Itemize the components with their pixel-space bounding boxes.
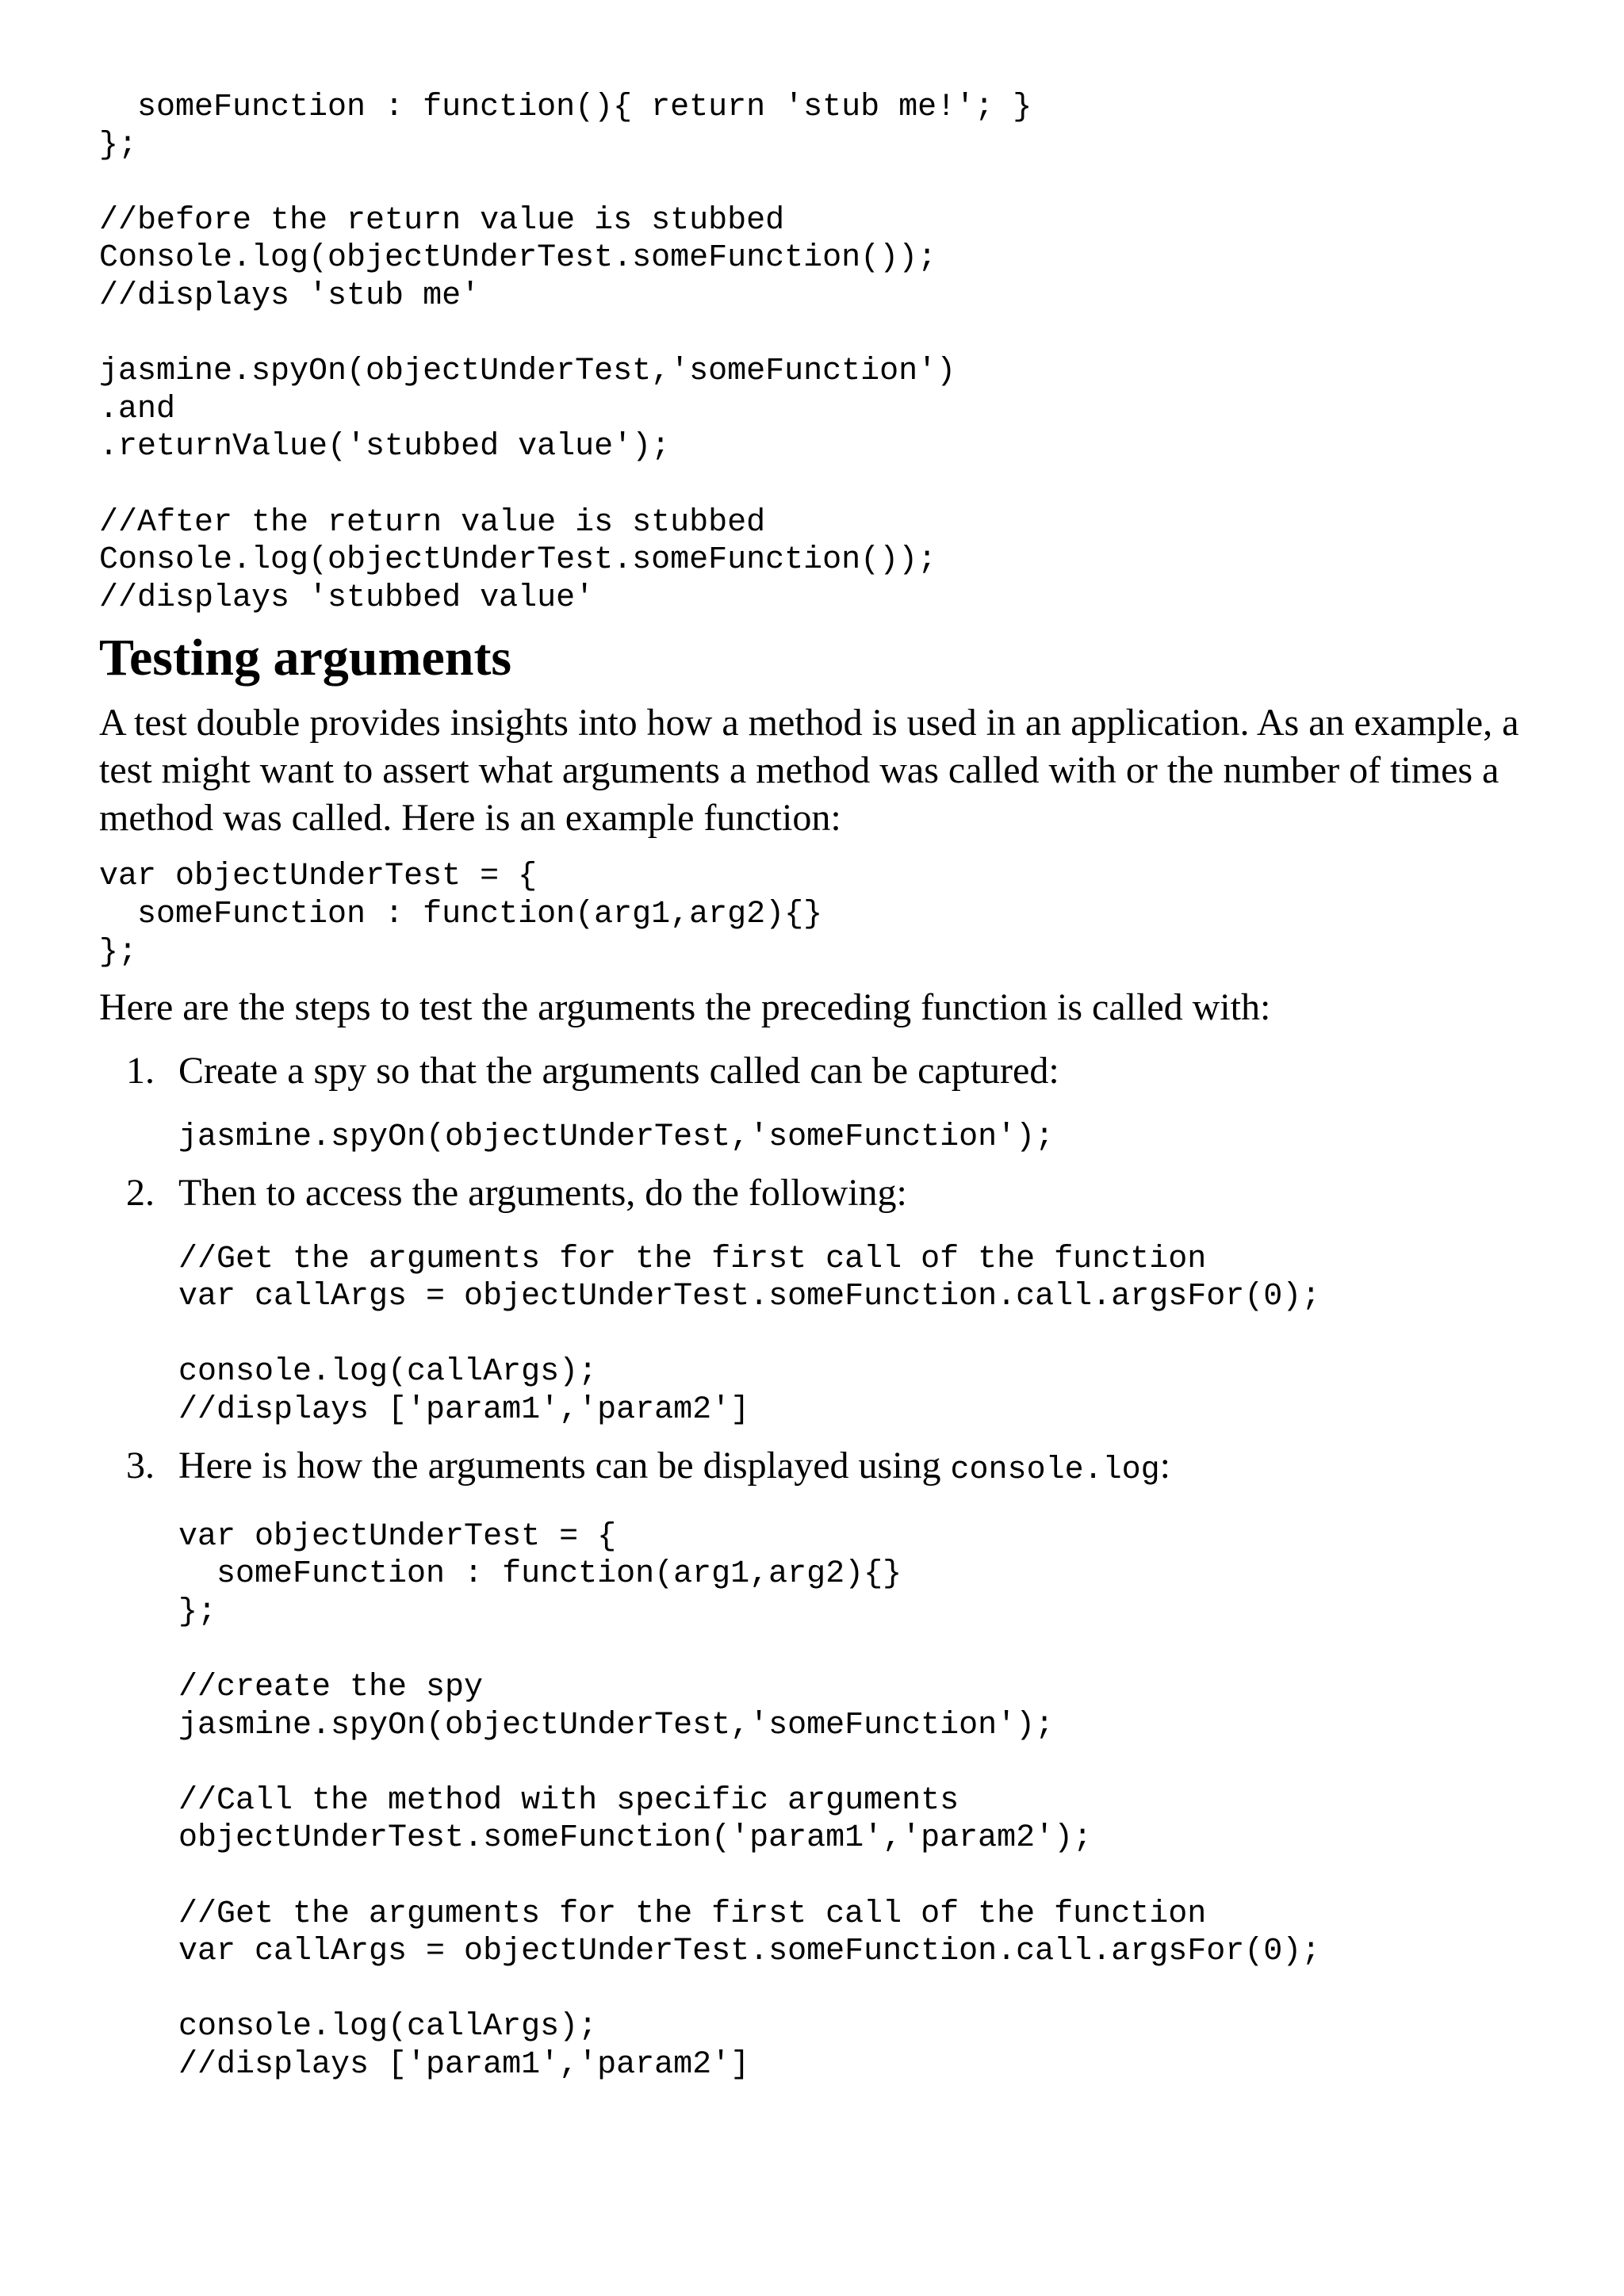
inline-code: console.log: [950, 1452, 1160, 1488]
step-text: Create a spy so that the arguments called can be captured:: [178, 1050, 1059, 1093]
step-code-block: //Get the arguments for the first call of the function var callArgs = objectUnderTest.someFunction.call.argsFor(0); console.log(callArgs); //displays ['param1','param2']: [178, 1241, 1321, 1429]
steps-intro-paragraph: Here are the steps to test the arguments the preceding function is called with:: [99, 986, 1271, 1029]
intro-paragraph: A test double provides insights into how a method is used in an application. As an example, a test might want to assert what arguments a method was called with or the number of times a method was called. Here is an example function:: [99, 702, 1519, 840]
intro-code-block: someFunction : function(){ return 'stub me!'; } }; //before the return value is stubbed Console.log(objectUnderTest.someFunction()); //displays 'stub me' jasmine.spyOn(objectUnderTest,'someFunction') .and .returnValue('stubbed value'); //After the return value is stubbed Console.log(objectUnderTest.someFunction()); //displays 'stubbed value': [99, 90, 1032, 616]
steps-list: [99, 1047, 1526, 2084]
example-code-block: var objectUnderTest = { someFunction : function(arg1,arg2){} };: [99, 859, 823, 970]
step-number: 1.: [126, 1050, 155, 1093]
step-text-after-code: :: [1159, 1444, 1170, 1487]
step-number: 2.: [126, 1171, 155, 1214]
step-text-before-code: Here is how the arguments can be displayed using: [178, 1444, 951, 1487]
step-code-block: jasmine.spyOn(objectUnderTest,'someFunction');: [178, 1119, 1055, 1156]
list-item: [99, 1169, 1526, 1429]
step-text: [178, 1442, 1526, 1494]
list-item: [99, 1442, 1526, 2084]
step-number: 3.: [126, 1444, 155, 1487]
list-item: [99, 1047, 1526, 1157]
document-page: [99, 89, 1526, 2084]
step-code-block: var objectUnderTest = { someFunction : function(arg1,arg2){} }; //create the spy jasmine.spyOn(objectUnderTest,'someFunction'); //Call the method with specific arguments objectUnderTest.someFunction('param1','param2'); //Get the arguments for the first call of the function var callArgs = objectUnderTest.someFunction.call.argsFor(0); console.log(callArgs); //displays ['param1','param2']: [178, 1518, 1321, 2083]
section-heading: Testing arguments: [99, 629, 512, 687]
step-text: Then to access the arguments, do the following:: [178, 1171, 907, 1214]
